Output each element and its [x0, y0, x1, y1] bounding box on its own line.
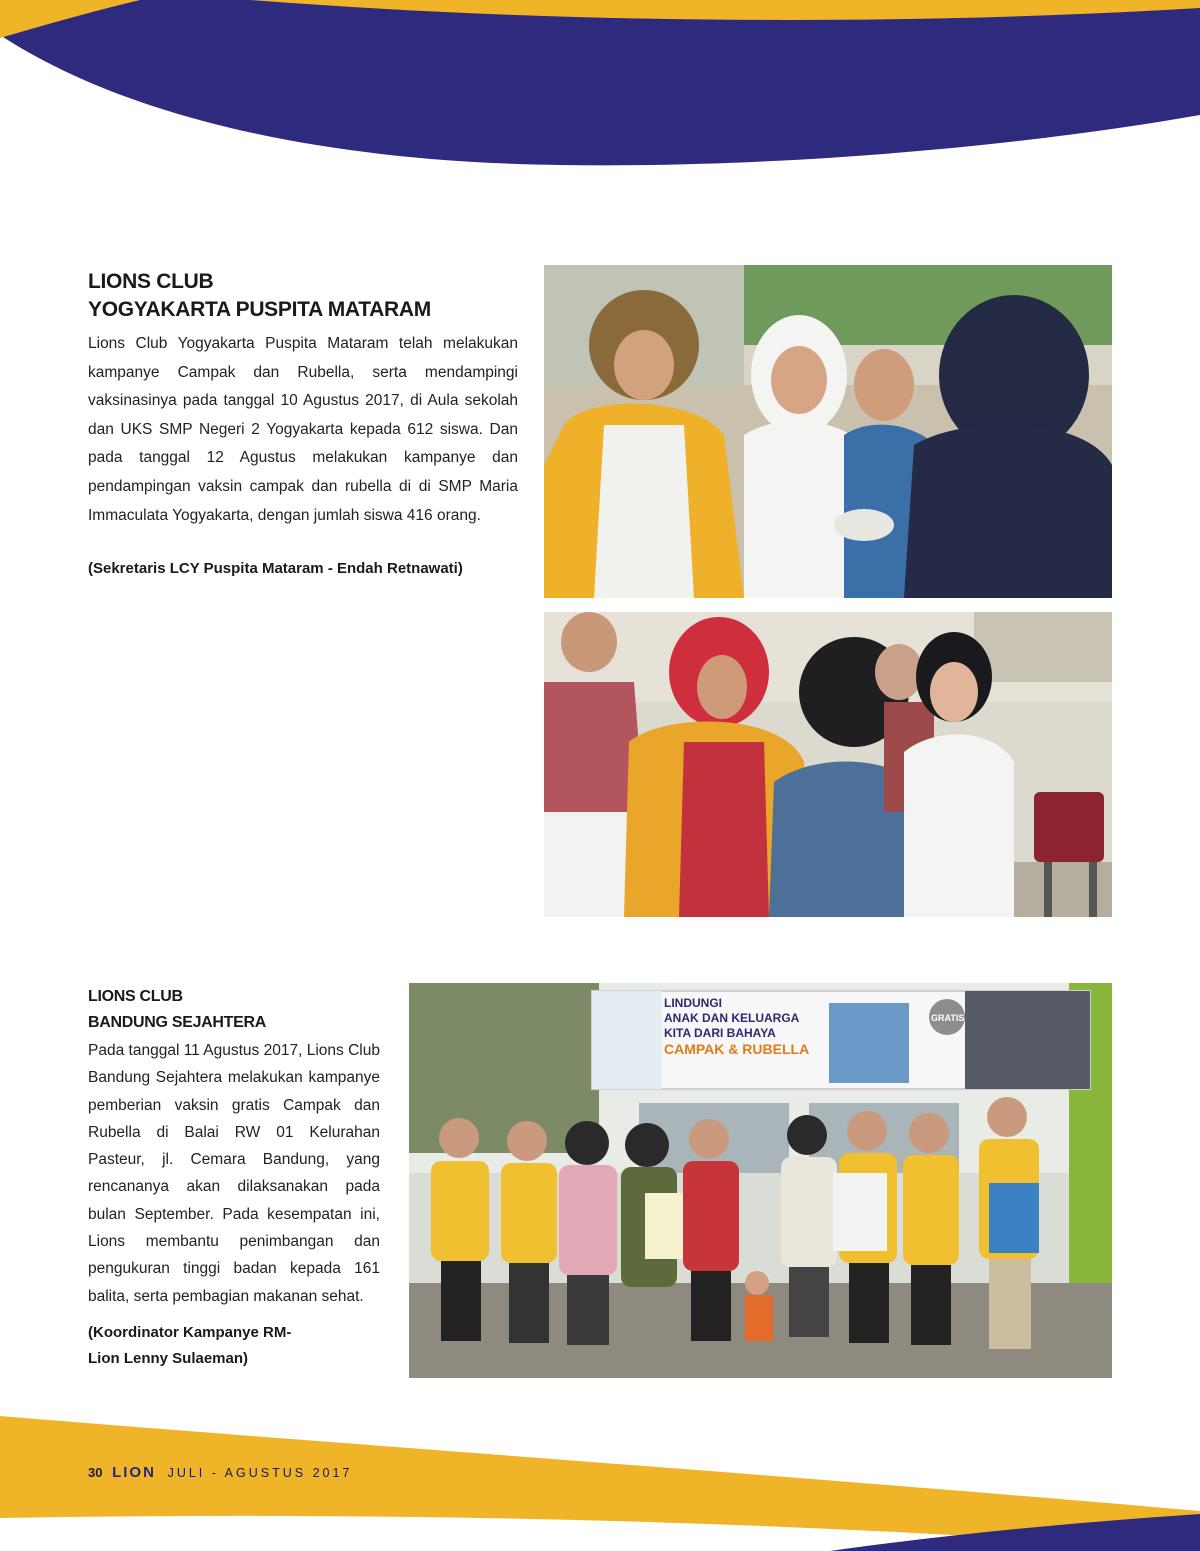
page-number: 30: [88, 1465, 103, 1480]
banner-badge: GRATIS: [931, 1013, 965, 1023]
header-wave-decoration: [0, 0, 1200, 170]
article-body-bandung: Pada tanggal 11 Agustus 2017, Lions Club Bandung Sejahtera melakukan kampanye pemberian vaksin gratis Campak dan Rubella di Balai RW 01 Kelurahan Pasteur, jl. Cemara Bandung, yang rencananya akan dilaksanakan pada bulan September. Pada kesempatan ini, Lions membantu penimbangan dan pengukuran tinggi badan kepada 161 balita, serta pembagian makanan sehat.: [88, 1042, 380, 1305]
banner-line4: CAMPAK & RUBELLA: [664, 1041, 810, 1057]
footer-wave-decoration: [0, 1416, 1200, 1551]
photo-group-campaign: [409, 983, 1112, 1378]
section-title-yogyakarta: LIONS CLUB YOGYAKARTA PUSPITA MATARAM: [88, 270, 431, 321]
photo-vaccination-school: [544, 612, 1112, 917]
banner-line1: LINDUNGI: [664, 996, 722, 1010]
magazine-name: LION: [112, 1464, 156, 1481]
article-credit-yogyakarta: (Sekretaris LCY Puspita Mataram - Endah Retnawati): [88, 560, 463, 577]
article-credit-bandung: (Koordinator Kampanye RM- Lion Lenny Sulaeman): [88, 1324, 292, 1367]
section-title-bandung: LIONS CLUB BANDUNG SEJAHTERA: [88, 988, 267, 1031]
banner-line3: KITA DARI BAHAYA: [664, 1026, 776, 1040]
article-body-yogyakarta: Lions Club Yogyakarta Puspita Mataram telah melakukan kampanye Campak dan Rubella, serta mendampingi vaksinasinya pada tanggal 10 Agustus 2017, di Aula sekolah dan UKS SMP Negeri 2 Yogyakarta kepada 612 siswa. Dan pada tanggal 12 Agustus melakukan kampanye dan pendampingan vaksin campak dan rubella di di SMP Maria Immaculata Yogyakarta, dengan jumlah siswa 416 orang.: [88, 335, 518, 524]
issue-date: JULI - AGUSTUS 2017: [167, 1466, 353, 1480]
photo-vaccination-student: [544, 265, 1112, 598]
banner-line2: ANAK DAN KELUARGA: [664, 1011, 800, 1025]
page-footer: [88, 1464, 352, 1481]
